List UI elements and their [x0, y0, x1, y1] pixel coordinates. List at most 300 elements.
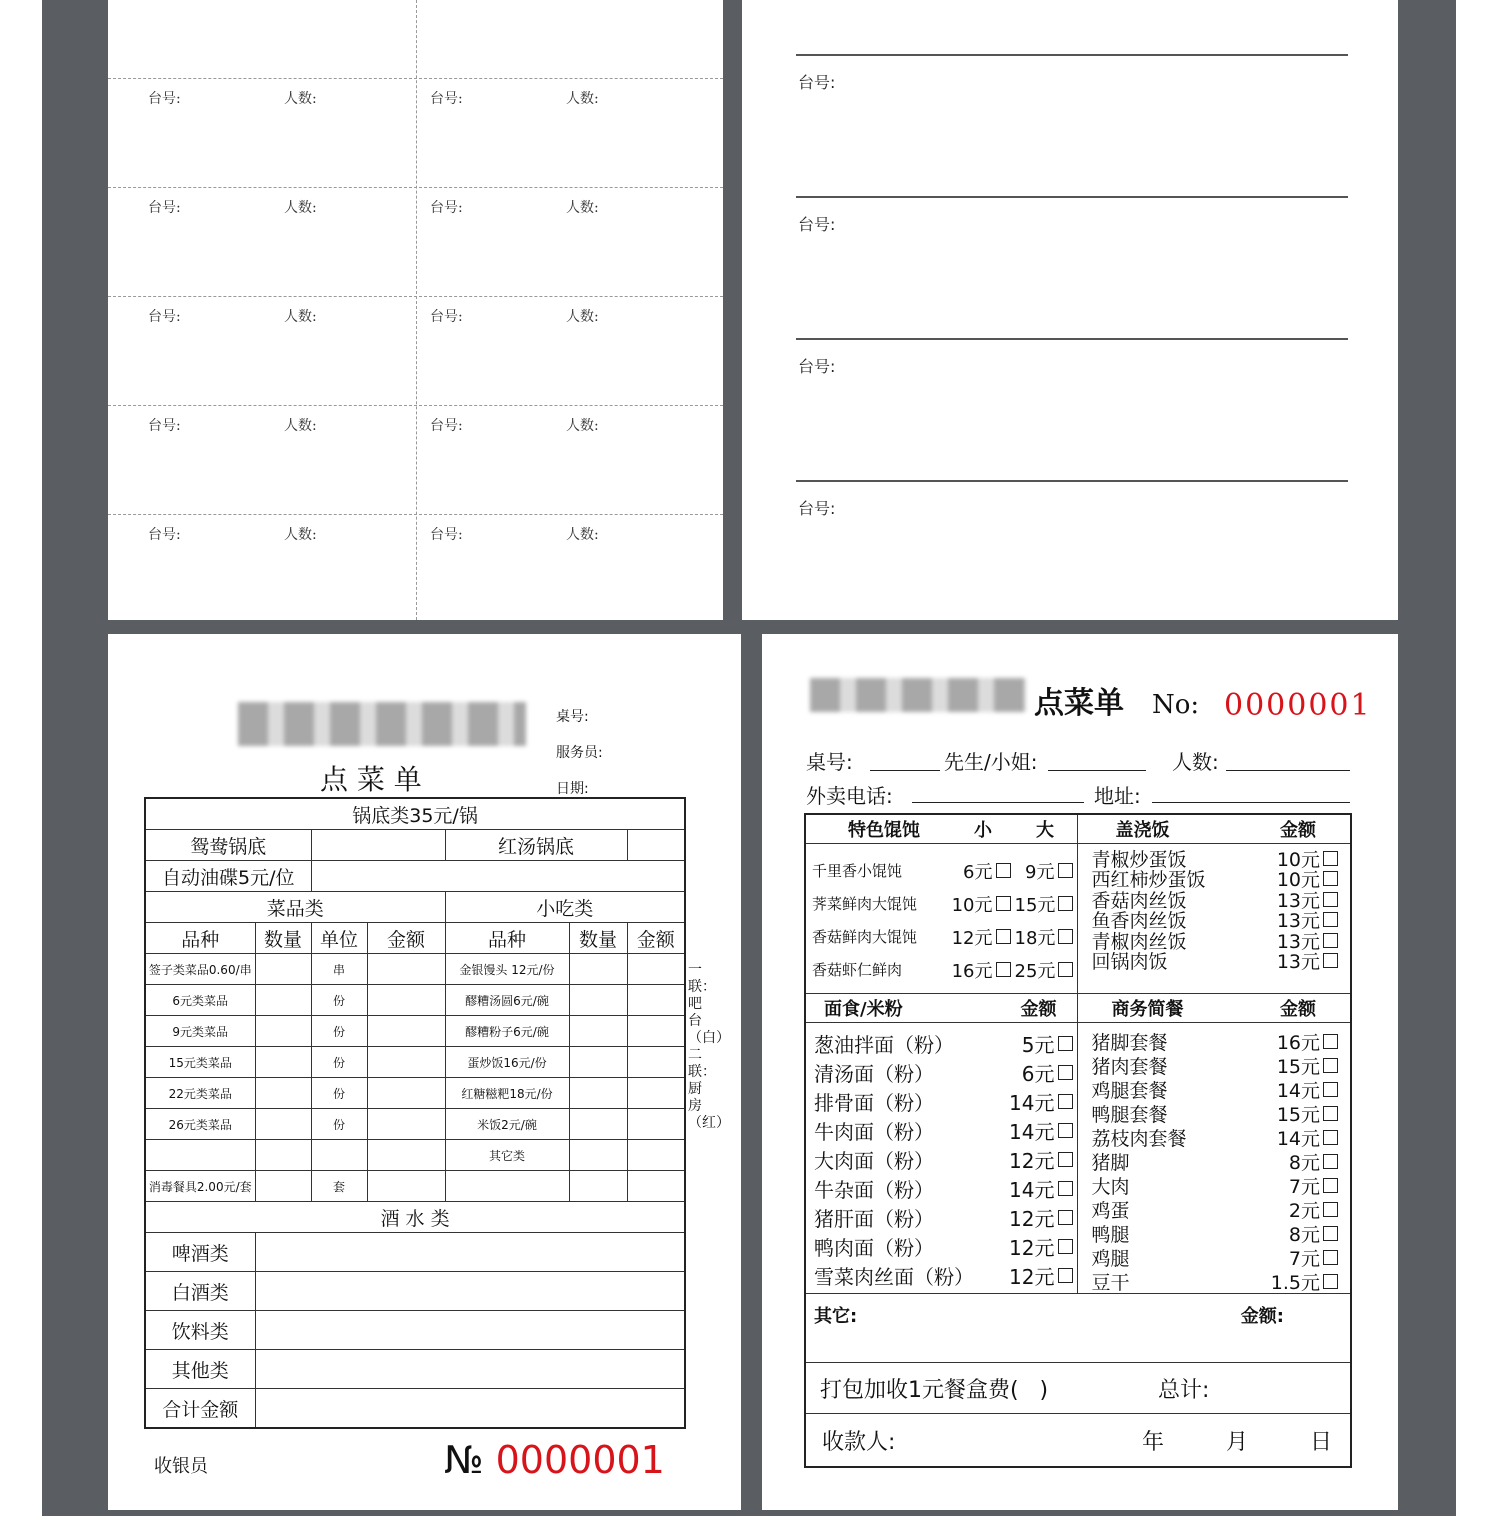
rice-item-name: 西红柿炒蛋饭 [1091, 869, 1206, 892]
phone-label: 外卖电话: [806, 784, 893, 808]
drink-row [145, 1233, 685, 1272]
wonton-list [806, 844, 1077, 986]
wonton-name: 香菇虾仁鲜肉 [812, 961, 903, 979]
noodle-item-name: 清汤面（粉） [814, 1062, 934, 1086]
drink-row [145, 1311, 685, 1350]
guest-blank [1048, 770, 1146, 771]
drink-category: 合计金额 [145, 1389, 255, 1429]
snack-amount [627, 1140, 685, 1171]
checkbox[interactable] [1058, 863, 1073, 878]
pot-header: 锅底类35元/锅 [145, 798, 685, 830]
wonton-small-price: 6元 [963, 861, 993, 883]
snack-qty [569, 1078, 627, 1109]
snack-name: 蛋炒饭16元/份 [445, 1047, 569, 1078]
wonton-large-price: 18元 [1014, 927, 1056, 949]
drink-row [145, 1272, 685, 1311]
table-number-label: 台号: [430, 527, 463, 543]
horizontal-perforation [108, 78, 723, 79]
business-title: 商务简餐 [1111, 999, 1184, 1020]
people-count-label: 人数: [566, 309, 599, 325]
form-number [444, 1438, 665, 1482]
business-item-name: 鸡腿套餐 [1091, 1079, 1168, 1102]
drink-category: 啤酒类 [145, 1233, 255, 1272]
col-qty: 数量 [255, 923, 311, 954]
snack-amount [627, 985, 685, 1016]
checkbox[interactable] [1058, 1210, 1073, 1225]
business-item-price: 8元 [1288, 1151, 1320, 1174]
snack-section: 小吃类 [445, 892, 685, 923]
checkbox[interactable] [1323, 1178, 1338, 1193]
snack-qty [569, 1109, 627, 1140]
rice-item-name: 鱼香肉丝饭 [1091, 910, 1187, 933]
col-variety-snack: 品种 [445, 923, 569, 954]
snack-name: 其它类 [445, 1140, 569, 1171]
dish-name [145, 1140, 255, 1171]
dish-qty [255, 1047, 311, 1078]
wonton-header [806, 815, 1077, 844]
dish-name: 22元类菜品 [145, 1078, 255, 1109]
dish-row [145, 1047, 685, 1078]
ruled-line [796, 338, 1348, 340]
snack-amount [627, 954, 685, 985]
table-number-label: 台号: [798, 215, 836, 234]
business-item [1092, 1149, 1339, 1173]
checkbox[interactable] [1058, 1181, 1073, 1196]
wonton-small-price: 10元 [951, 894, 993, 916]
desk-label: 桌号: [806, 750, 853, 774]
dish-name: 6元类菜品 [145, 985, 255, 1016]
rice-item-price: 10元 [1276, 848, 1320, 871]
drink-section: 酒 水 类 [145, 1202, 685, 1233]
month-label: 月 [1226, 1429, 1249, 1455]
checkbox[interactable] [1058, 1094, 1073, 1109]
number-prefix: № [444, 1438, 484, 1482]
packing-fee: 打包加收1元餐盒费( ) [820, 1377, 1049, 1403]
noodle-item-price: 14元 [1009, 1120, 1055, 1144]
horizontal-perforation [108, 405, 723, 406]
pot-yuanyang-qty [311, 830, 445, 861]
checkbox[interactable] [1323, 871, 1338, 886]
people-blank [1226, 770, 1350, 771]
drink-category: 白酒类 [145, 1272, 255, 1311]
table-number-sheet [742, 0, 1398, 620]
table-number-label: 台号: [798, 73, 836, 92]
business-item-price: 7元 [1288, 1175, 1320, 1198]
noodle-item [814, 1087, 1073, 1116]
business-item [1092, 1173, 1339, 1197]
rice-item-price: 10元 [1276, 869, 1320, 892]
noodle-header [806, 994, 1077, 1023]
snack-qty [569, 1171, 627, 1202]
business-item-name: 猪脚套餐 [1091, 1031, 1168, 1054]
dish-name: 15元类菜品 [145, 1047, 255, 1078]
snack-name: 醪糟汤圆6元/碗 [445, 985, 569, 1016]
noodle-item [814, 1203, 1073, 1232]
people-count-label: 人数: [566, 527, 599, 543]
blurred-shop-name [810, 678, 1026, 712]
people-count-label: 人数: [284, 91, 317, 107]
dish-row [145, 1016, 685, 1047]
noodle-item-name: 雪菜肉丝面（粉） [814, 1265, 974, 1289]
noodle-item-price: 5元 [1021, 1033, 1055, 1057]
waiter-label: 服务员: [556, 745, 603, 761]
horizontal-perforation [108, 187, 723, 188]
blurred-shop-logo [238, 702, 526, 746]
sauce-label: 自动油碟5元/位 [145, 861, 311, 892]
dish-amount [367, 1016, 445, 1047]
date-label: 日期: [556, 781, 589, 797]
wonton-title: 特色馄饨 [848, 820, 920, 841]
checkbox[interactable] [1323, 1058, 1338, 1073]
col-variety: 品种 [145, 923, 255, 954]
wonton-name: 香菇鲜肉大馄饨 [812, 928, 918, 946]
snack-name: 红糖糍粑18元/份 [445, 1078, 569, 1109]
order-table [144, 797, 686, 1429]
business-item-name: 鸭腿 [1091, 1223, 1130, 1246]
noodle-title: 面食/米粉 [824, 999, 903, 1020]
table-number-label: 台号: [148, 418, 181, 434]
rice-section [1077, 814, 1351, 994]
total-label: 总计: [1158, 1377, 1210, 1403]
checkbox[interactable] [1058, 1123, 1073, 1138]
noodle-item-price: 12元 [1009, 1207, 1055, 1231]
day-label: 日 [1310, 1429, 1333, 1455]
snack-qty [569, 1140, 627, 1171]
snack-amount [627, 1171, 685, 1202]
snack-amount [627, 1078, 685, 1109]
dish-name: 消毒餐具2.00元/套 [145, 1171, 255, 1202]
form-title: 点 菜 单 [320, 763, 422, 796]
table-number-label: 台号: [430, 91, 463, 107]
business-list [1078, 1023, 1351, 1293]
wonton-large-price: 25元 [1014, 960, 1056, 982]
ruled-line [796, 54, 1348, 56]
checkbox[interactable] [1058, 1239, 1073, 1254]
business-item [1092, 1053, 1339, 1077]
vertical-perforation [416, 0, 417, 620]
business-item [1092, 1077, 1339, 1101]
checkbox[interactable] [1323, 1226, 1338, 1241]
business-item-name: 鸡蛋 [1091, 1199, 1130, 1222]
col-amount: 金额 [367, 923, 445, 954]
people-count-label: 人数: [566, 418, 599, 434]
desk-blank [870, 770, 940, 771]
drink-category: 其他类 [145, 1350, 255, 1389]
rice-title: 盖浇饭 [1115, 820, 1170, 841]
business-item-name: 鸡腿 [1091, 1247, 1130, 1270]
ruled-line [796, 196, 1348, 198]
noodle-item [814, 1058, 1073, 1087]
noodle-item-name: 葱油拌面（粉） [814, 1033, 954, 1057]
checkbox[interactable] [1323, 851, 1338, 866]
dish-amount [367, 985, 445, 1016]
noodle-item [814, 1174, 1073, 1203]
dish-amount [367, 1047, 445, 1078]
snack-name: 金银馒头 12元/份 [445, 954, 569, 985]
noodle-item-price: 14元 [1009, 1178, 1055, 1202]
business-item-name: 大肉 [1091, 1175, 1130, 1198]
drink-value [255, 1350, 685, 1389]
noodle-item-name: 鸭肉面（粉） [814, 1236, 934, 1260]
noodle-list [806, 1023, 1077, 1290]
noodle-item [814, 1145, 1073, 1174]
snack-qty [569, 1016, 627, 1047]
business-item-price: 1.5元 [1270, 1271, 1320, 1294]
snack-amount [627, 1016, 685, 1047]
hotpot-order-form [108, 634, 741, 1510]
business-item-name: 鸭腿套餐 [1091, 1103, 1168, 1126]
wonton-item [812, 854, 1073, 887]
noodle-item [814, 1116, 1073, 1145]
business-item [1092, 1029, 1339, 1053]
dish-qty [255, 1078, 311, 1109]
rice-header [1078, 815, 1351, 844]
dish-row [145, 1109, 685, 1140]
snack-qty [569, 985, 627, 1016]
phone-blank [912, 802, 1084, 803]
business-item-name: 猪肉套餐 [1091, 1055, 1168, 1078]
checkbox[interactable] [1058, 1065, 1073, 1080]
snack-name: 醪糟粉子6元/碗 [445, 1016, 569, 1047]
other-label: 其它: [814, 1306, 858, 1327]
noodle-item-name: 猪肝面（粉） [814, 1207, 934, 1231]
people-count-label: 人数: [566, 200, 599, 216]
checkbox[interactable] [1323, 912, 1338, 927]
rice-item-name: 青椒炒蛋饭 [1091, 848, 1187, 871]
rice-list [1078, 844, 1351, 974]
people-count-label: 人数: [566, 91, 599, 107]
business-item [1092, 1221, 1339, 1245]
rice-item-name: 青椒肉丝饭 [1091, 930, 1187, 953]
guest-label: 先生/小姐: [944, 750, 1038, 774]
dish-name: 9元类菜品 [145, 1016, 255, 1047]
payee-label: 收款人: [822, 1429, 896, 1455]
checkbox[interactable] [1323, 953, 1338, 968]
noodle-section [805, 994, 1077, 1294]
dish-name: 签子类菜品0.60/串 [145, 954, 255, 985]
noodle-item-price: 12元 [1009, 1149, 1055, 1173]
noodle-item-name: 大肉面（粉） [814, 1149, 934, 1173]
checkbox[interactable] [1323, 1202, 1338, 1217]
dish-unit: 份 [311, 985, 367, 1016]
noodle-item [814, 1261, 1073, 1290]
noodle-item-price: 12元 [1009, 1265, 1055, 1289]
dish-amount [367, 1140, 445, 1171]
dish-qty [255, 1171, 311, 1202]
dish-unit [311, 1140, 367, 1171]
pot-red: 红汤锅底 [445, 830, 627, 861]
cashier-label: 收银员 [154, 1456, 208, 1477]
dish-unit: 份 [311, 1078, 367, 1109]
dish-row [145, 1171, 685, 1202]
dish-row [145, 1140, 685, 1171]
menu-table [804, 813, 1352, 1468]
drink-category: 饮料类 [145, 1311, 255, 1350]
snack-amount [627, 1047, 685, 1078]
business-item-price: 14元 [1276, 1079, 1320, 1102]
dish-unit: 份 [311, 1016, 367, 1047]
dish-qty [255, 1140, 311, 1171]
people-count-label: 人数: [284, 200, 317, 216]
horizontal-perforation [108, 296, 723, 297]
table-number-label: 台号: [430, 200, 463, 216]
packing-row [805, 1363, 1351, 1414]
noodle-item-price: 14元 [1009, 1091, 1055, 1115]
business-item [1092, 1269, 1339, 1293]
business-item-price: 15元 [1276, 1103, 1320, 1126]
dish-qty [255, 954, 311, 985]
wonton-item [812, 953, 1073, 986]
large-label: 大 [1036, 820, 1054, 841]
col-qty-snack: 数量 [569, 923, 627, 954]
business-item [1092, 1245, 1339, 1269]
rice-item [1092, 951, 1339, 972]
snack-qty [569, 954, 627, 985]
checkbox[interactable] [1058, 1036, 1073, 1051]
business-item [1092, 1197, 1339, 1221]
checkbox[interactable] [996, 863, 1011, 878]
checkbox[interactable] [1323, 1034, 1338, 1049]
business-item-name: 荔枝肉套餐 [1091, 1127, 1187, 1150]
form-title: 点菜单 [1034, 686, 1124, 721]
people-count-label: 人数: [284, 418, 317, 434]
dish-unit: 串 [311, 954, 367, 985]
business-amount-label: 金额 [1280, 999, 1316, 1020]
sauce-value [311, 861, 685, 892]
business-section [1077, 994, 1351, 1294]
dish-section: 菜品类 [145, 892, 445, 923]
checkbox[interactable] [1323, 1130, 1338, 1145]
no-label: No: [1152, 690, 1200, 720]
checkbox[interactable] [1058, 896, 1073, 911]
snack-qty [569, 1047, 627, 1078]
business-item-price: 14元 [1276, 1127, 1320, 1150]
business-header [1078, 994, 1351, 1023]
dish-amount [367, 1078, 445, 1109]
people-label: 人数: [1172, 750, 1219, 774]
rice-item-name: 回锅肉饭 [1091, 951, 1168, 974]
checkbox[interactable] [1323, 892, 1338, 907]
checkbox[interactable] [1323, 1274, 1338, 1289]
noodle-item-name: 排骨面（粉） [814, 1091, 934, 1115]
dish-unit: 份 [311, 1109, 367, 1140]
business-item-name: 猪脚 [1091, 1151, 1130, 1174]
dish-amount [367, 1109, 445, 1140]
checkbox[interactable] [1323, 933, 1338, 948]
other-section [805, 1294, 1351, 1363]
wonton-large-price: 9元 [1025, 861, 1055, 883]
table-number-label: 台号: [148, 309, 181, 325]
dish-row [145, 954, 685, 985]
rice-item-price: 13元 [1276, 910, 1320, 933]
wonton-item [812, 920, 1073, 953]
checkbox[interactable] [1323, 1250, 1338, 1265]
horizontal-perforation [108, 514, 723, 515]
address-label: 地址: [1094, 784, 1141, 808]
noodle-item-name: 牛杂面（粉） [814, 1178, 934, 1202]
snack-name [445, 1171, 569, 1202]
rice-amount-label: 金额 [1280, 820, 1316, 841]
table-number-label: 台号: [430, 418, 463, 434]
checkbox[interactable] [1058, 1152, 1073, 1167]
checkbox[interactable] [996, 896, 1011, 911]
snack-amount [627, 1109, 685, 1140]
dish-row [145, 1078, 685, 1109]
dish-unit: 份 [311, 1047, 367, 1078]
business-item-price: 2元 [1288, 1199, 1320, 1222]
wonton-order-form [762, 634, 1398, 1510]
col-amount-snack: 金额 [627, 923, 685, 954]
year-label: 年 [1142, 1429, 1165, 1455]
payee-row [805, 1414, 1351, 1468]
drink-value [255, 1389, 685, 1429]
checkbox[interactable] [996, 929, 1011, 944]
wonton-name: 千里香小馄饨 [812, 862, 903, 880]
pot-red-qty [627, 830, 685, 861]
serial-number: 0000001 [1224, 688, 1372, 723]
desk-label: 桌号: [556, 709, 589, 725]
checkbox[interactable] [1323, 1154, 1338, 1169]
drink-row [145, 1389, 685, 1429]
ticket-stubs-sheet [108, 0, 723, 620]
business-item-price: 8元 [1288, 1223, 1320, 1246]
checkbox[interactable] [1058, 929, 1073, 944]
drink-row [145, 1350, 685, 1389]
business-item-name: 豆干 [1091, 1271, 1130, 1294]
table-number-label: 台号: [798, 357, 836, 376]
dish-name: 26元类菜品 [145, 1109, 255, 1140]
copies-note: 一联：吧台（白）二联：厨房（红） [688, 962, 730, 1131]
table-number-label: 台号: [798, 499, 836, 518]
checkbox[interactable] [996, 962, 1011, 977]
dish-qty [255, 985, 311, 1016]
drink-value [255, 1311, 685, 1350]
wonton-item [812, 887, 1073, 920]
rice-item-price: 13元 [1276, 951, 1320, 974]
other-amount-label: 金额: [1240, 1306, 1284, 1327]
people-count-label: 人数: [284, 309, 317, 325]
wonton-small-price: 12元 [951, 927, 993, 949]
noodle-item-price: 12元 [1009, 1236, 1055, 1260]
wonton-large-price: 15元 [1014, 894, 1056, 916]
ruled-line [796, 480, 1348, 482]
rice-item-price: 13元 [1276, 889, 1320, 912]
wonton-name: 荠菜鲜肉大馄饨 [812, 895, 918, 913]
checkbox[interactable] [1058, 1268, 1073, 1283]
address-blank [1152, 802, 1350, 803]
noodle-item [814, 1232, 1073, 1261]
noodle-item-name: 牛肉面（粉） [814, 1120, 934, 1144]
dish-qty [255, 1109, 311, 1140]
dish-amount [367, 1171, 445, 1202]
table-number-label: 台号: [148, 91, 181, 107]
checkbox[interactable] [1323, 1082, 1338, 1097]
small-label: 小 [974, 820, 992, 841]
business-item-price: 7元 [1288, 1247, 1320, 1270]
pot-yuanyang: 鸳鸯锅底 [145, 830, 311, 861]
checkbox[interactable] [1058, 962, 1073, 977]
dish-row [145, 985, 685, 1016]
col-unit: 单位 [311, 923, 367, 954]
table-number-label: 台号: [148, 200, 181, 216]
rice-item-price: 13元 [1276, 930, 1320, 953]
business-item-price: 15元 [1276, 1055, 1320, 1078]
business-item [1092, 1101, 1339, 1125]
dish-amount [367, 954, 445, 985]
business-item-price: 16元 [1276, 1031, 1320, 1054]
dish-qty [255, 1016, 311, 1047]
checkbox[interactable] [1323, 1106, 1338, 1121]
